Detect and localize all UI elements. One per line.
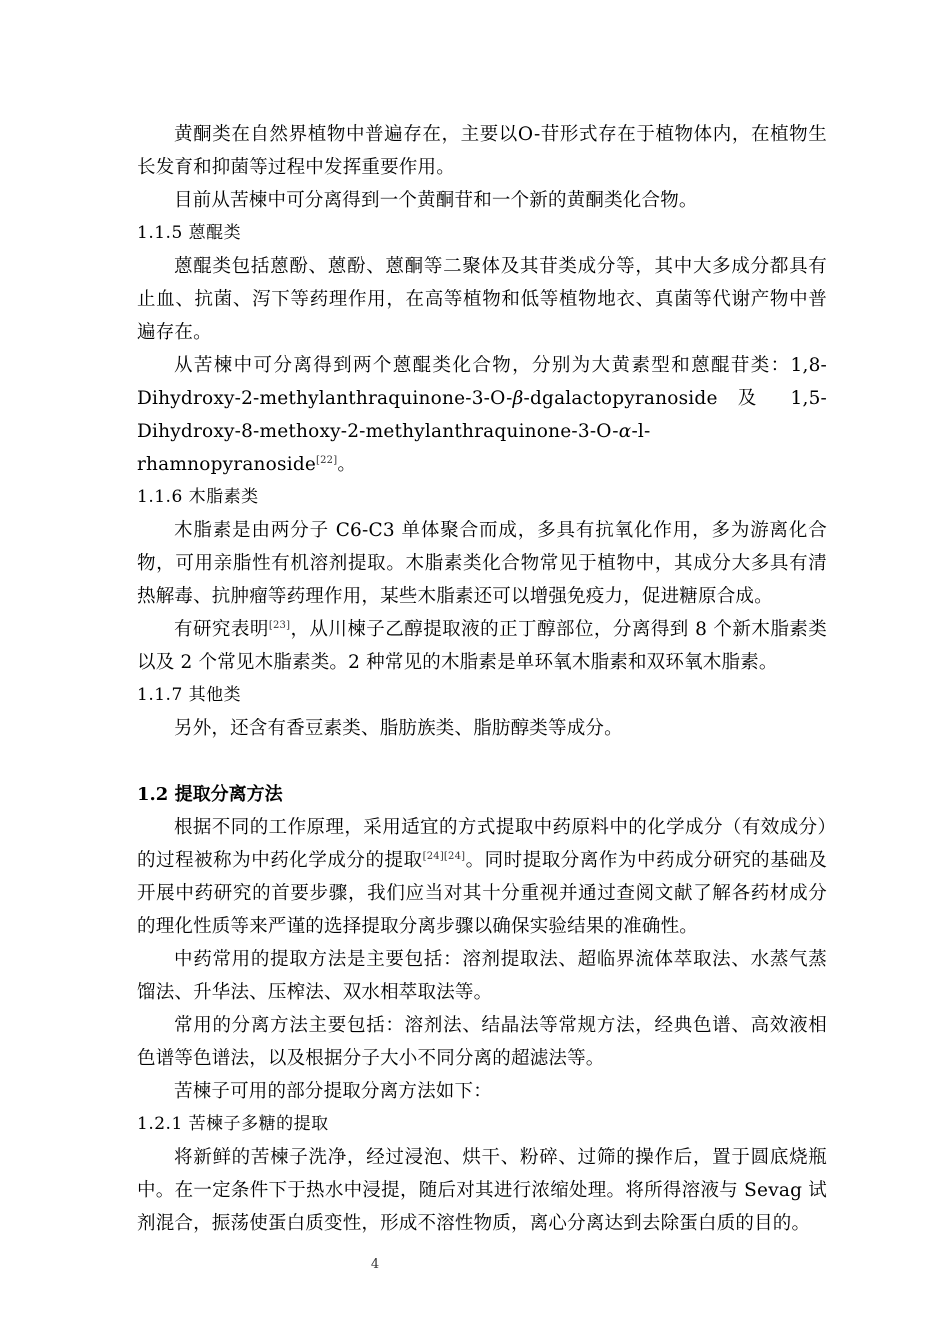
paragraph-methods-intro: 苦楝子可用的部分提取分离方法如下： [174,1081,492,1102]
page-body [137,118,827,1240]
text-span: 有研究表明 [174,619,269,640]
citation-23: [23] [268,620,291,631]
paragraph-separation-methods: 常用的分离方法主要包括：溶剂法、结晶法等常规方法，经典色谱、高效液相色谱等色谱法，以及根据分子大小不同分离的超滤法等。 [137,1015,827,1069]
text-span: 根据不同的工作原理，采用适宜的方式提取中药原料中的化学成分（有效成分）的过程被称为中药化学成分的提取 [137,817,827,871]
heading-1-1-7: 1.1.7 其他类 [137,685,242,705]
heading-1-1-6: 1.1.6 木脂素类 [137,487,259,507]
citation-22: [22] [316,455,338,466]
paragraph-others: 另外，还含有香豆素类、脂肪族类、脂肪醇类等成分。 [174,718,623,739]
paragraph-flavonoid-isolation: 目前从苦楝中可分离得到一个黄酮苷和一个新的黄酮类化合物。 [174,190,698,211]
paragraph-lignans: 木脂素是由两分子 C6-C3 单体聚合而成，多具有抗氧化作用，多为游离化合物，可用亲脂性有机溶剂提取。木脂素类化合物常见于植物中，其成分大多具有清热解毒、抗肿瘤等药理作用，某些木脂素还可以增强免疫力，促进糖原合成。 [137,520,827,607]
text-span: 从苦楝中可分离得到两个蒽醌类化合物，分别为大黄素型和蒽醌苷类：1,8-Dihydroxy-2-methylanthraquinone-3-O- [137,355,827,409]
paragraph-flavonoids: 黄酮类在自然界植物中普遍存在，主要以O-苷形式存在于植物体内，在植物生长发育和抑菌等过程中发挥重要作用。 [137,124,827,178]
paragraph-anthraquinone-compounds [137,349,827,481]
citation-24: [24][24] [422,851,466,862]
text-span: -dgalactopyranoside 及 1,5-Dihydroxy-8-methoxy-2-methylanthraquinone-3-O- [137,388,827,442]
text-span: 。同时提取分离作为中药成分研究的基础及开展中药研究的首要步骤，我们应当对其十分重视并通过查阅文献了解各药材成分的理化性质等来严谨的选择提取分离步骤以确保实验结果的准确性。 [137,850,827,937]
greek-alpha: α [618,421,632,442]
text-span: 。 [337,454,357,475]
paragraph-polysaccharide-extraction: 将新鲜的苦楝子洗净，经过浸泡、烘干、粉碎、过筛的操作后，置于圆底烧瓶中。在一定条件下于热水中浸提，随后对其进行浓缩处理。将所得溶液与 Sevag 试剂混合，振荡使蛋白质变性，形成不溶性物质，离心分离达到去除蛋白质的目的。 [137,1147,827,1234]
text-span: ，从川楝子乙醇提取液的正丁醇部位，分离得到 8 个新木脂素类以及 2 个常见木脂素类。2 种常见的木脂素是单环氧木脂素和双环氧木脂素。 [137,619,827,673]
section-gap [137,745,827,778]
heading-1-2: 1.2 提取分离方法 [137,784,283,805]
greek-beta: β [512,388,524,409]
paragraph-extraction-methods: 中药常用的提取方法是主要包括：溶剂提取法、超临界流体萃取法、水蒸气蒸馏法、升华法、压榨法、双水相萃取法等。 [137,949,827,1003]
page-number: 4 [370,1257,380,1272]
text-span: -l-rhamnopyranoside [137,421,651,475]
heading-1-2-1: 1.2.1 苦楝子多糖的提取 [137,1114,329,1134]
paragraph-lignan-research [137,613,827,679]
paragraph-anthraquinones: 蒽醌类包括蒽酚、蒽酚、蒽酮等二聚体及其苷类成分等，其中大多成分都具有止血、抗菌、泻下等药理作用，在高等植物和低等植物地衣、真菌等代谢产物中普遍存在。 [137,256,827,343]
heading-1-1-5: 1.1.5 蒽醌类 [137,223,242,243]
paragraph-extraction-definition [137,811,827,943]
